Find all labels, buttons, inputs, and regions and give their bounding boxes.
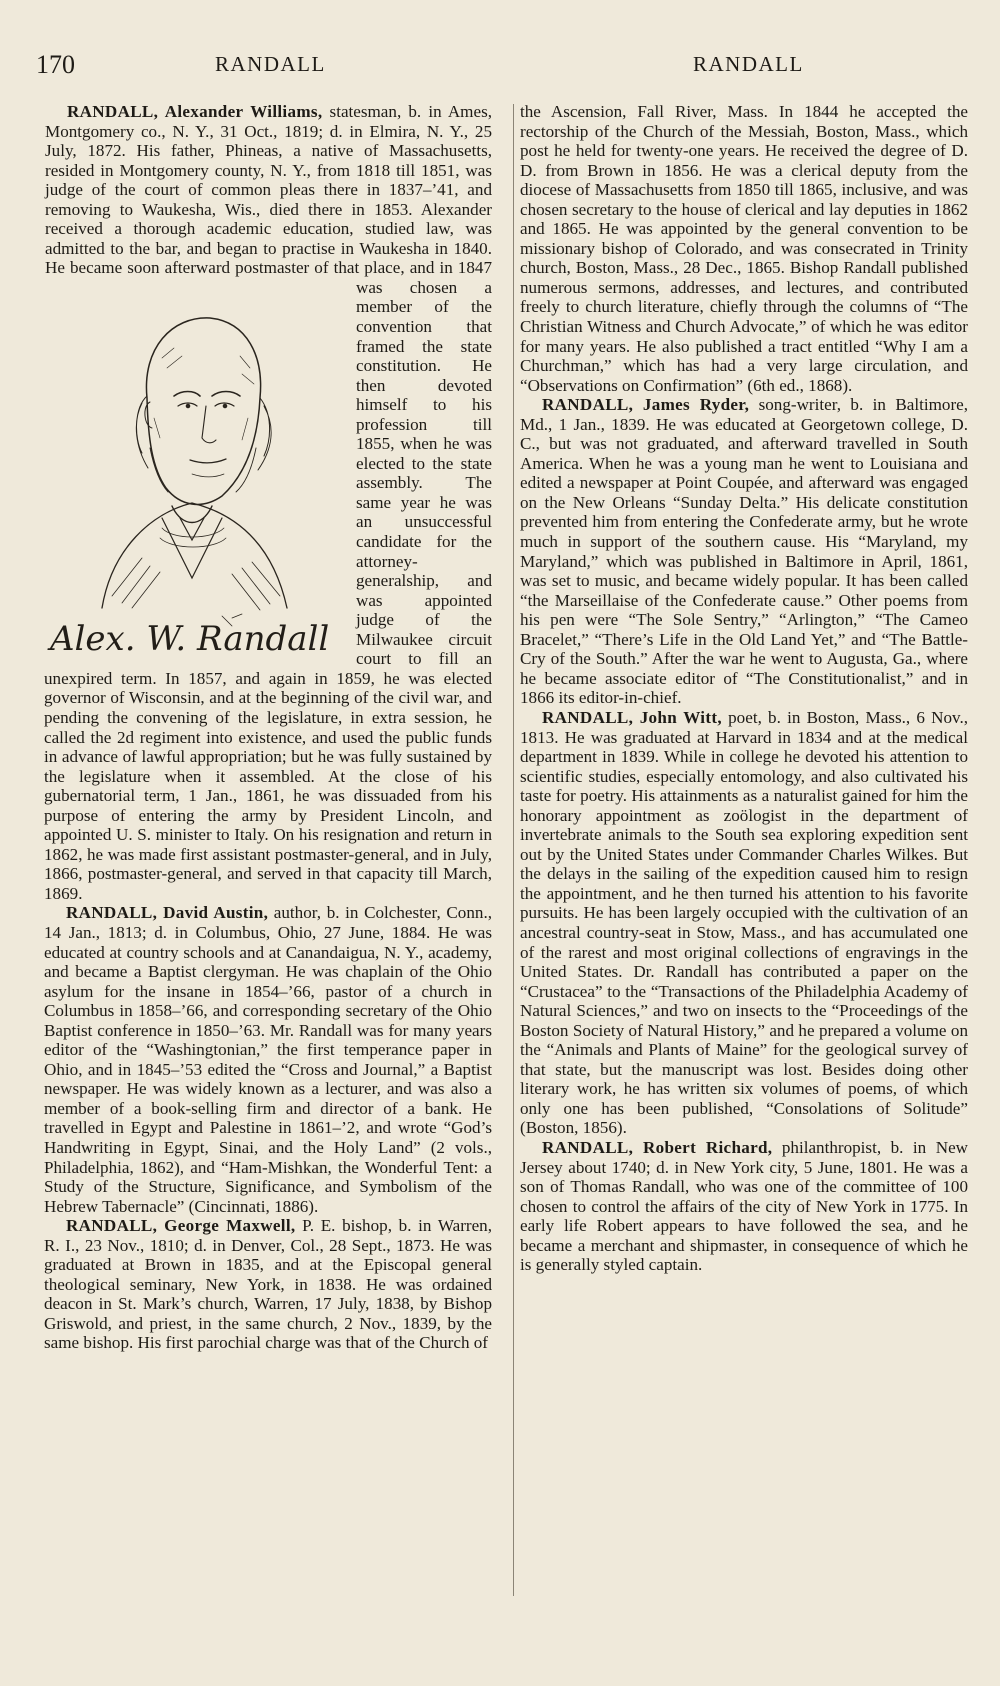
signature: Alex. W. Randall (50, 619, 330, 658)
entry-david-randall (44, 903, 492, 1216)
entry-james-randall (520, 395, 968, 708)
page-number: 170 (36, 50, 75, 79)
headword: RANDALL, David Austin, (66, 903, 269, 923)
entry-text: P. E. bishop, b. in Warren, R. I., 23 Nov., 1810; d. in Denver, Col., 28 Sept., 1873. He was graduated at Brown in 1835, and at the Episcopal general theological seminary, New York, in 1838. He was ordained deacon in St. Mark’s church, Warren, 17 July, 1838, by Bishop Griswold, and priest, in the same church, 2 Nov., 1839, by the same bishop. His first parochial charge was that of the Church of (44, 1216, 492, 1353)
entry-text: the Ascension, Fall River, Mass. In 1844 he accepted the rectorship of the Church of the Messiah, Boston, Mass., which post he held for twenty-one years. He received the degree of D. D. from Brown in 1856. He was a clerical deputy from the diocese of Massachusetts from 1850 till 1865, inclusive, and was chosen secretary to the house of clerical and lay deputies in 1862 and 1865. He was appointed by the general convention to be missionary bishop of Colorado, and was consecrated in Trinity church, Boston, Mass., 28 Dec., 1865. Bishop Randall published numerous sermons, addresses, and lectures, and contributed freely to church literature, chiefly through the columns of “The Christian Witness and Church Advocate,” of which he was editor for many years. He also published a tract entitled “Why I am a Churchman,” which has had a very large circulation, and “Observations on Confirmation” (6th ed., 1868). (520, 102, 968, 395)
entry-text: song-writer, b. in Baltimore, Md., 1 Jan., 1839. He was educated at Georgetown college, D. C., but was not graduated, and afterward travelled in South America. When he was a young man he went to Louisiana and edited a newspaper at Point Coupée, and afterward was engaged on the New Orleans “Sunday Delta.” His delicate constitution prevented him from entering the Confederate army, but he wrote much in support of the southern cause. His “Maryland, my Maryland,” which was published in Baltimore in April, 1861, was set to music, and became widely popular. It has been called “the Marseillaise of the Confederate cause.” Other poems from his pen were “The Sole Sentry,” “Arlington,” “The Cameo Bracelet,” “There’s Life in the Old Land Yet,” and “The Battle-Cry of the South.” After the war he went to Augusta, Ga., where he became associate editor of “The Constitutionalist,” and in 1866 its editor-in-chief. (520, 395, 968, 708)
entry-text: philanthropist, b. in New Jersey about 1740; d. in New York city, 5 June, 1801. He was a son of Thomas Randall, who was one of the committee of 100 chosen to control the affairs of the city of New York in 1775. In early life Robert appears to have followed the sea, and he became a merchant and shipmaster, in consequence of which he is generally styled captain. (520, 1137, 968, 1275)
portrait-figure (42, 278, 350, 658)
headword: RANDALL, George Maxwell, (66, 1216, 296, 1236)
headword: RANDALL, James Ryder, (542, 395, 750, 415)
column-divider (513, 104, 514, 1596)
entry-text: statesman, b. in Ames, Montgomery co., N. Y., 31 Oct., 1819; d. in Elmira, N. Y., 25 July, 1872. His father, Phineas, a native of Massachusetts, resided in Montgomery county, N. Y., from 1818 till 1851, was judge of the court of common pleas there in 1837–’41, and removing to Waukesha, Wis., died there in 1853. Alexander received a thorough academic education, studied law, was admitted to the bar, and began to practise in Waukesha in 1840. He became soon afterward postmaster of that place, and in 1847 was chosen a member of the convention that framed the state constitution. He then devoted himself to his profession till 1855, when he was elected to the state assembly. The same year he was an unsuccessful candidate for the attorney-generalship, and was appointed judge of the Milwaukee circuit court to fill an unexpired term. In 1857, and again in 1859, he was elected governor of Wisconsin, and at the beginning of the civil war, and pending the convening of the legislature, in extra session, he called the 2d regiment into existence, and used the public funds in advance of lawful appropriation; but he was fully sustained by the legislature when it assembled. At the close of his gubernatorial term, 1 Jan., 1861, he was dissuaded from his purpose of entering the army by President Lincoln, and appointed U. S. minister to Italy. On his resignation and return in 1862, he was made first assistant postmaster-general, and in July, 1866, postmaster-general, and served in that capacity till March, 1869. (44, 102, 492, 903)
headword: RANDALL, John Witt, (542, 707, 722, 727)
running-head-right: RANDALL (693, 52, 804, 76)
headword: RANDALL, Robert Richard, (542, 1137, 773, 1157)
entry-robert-randall (520, 1138, 968, 1275)
portrait-engraving (42, 278, 350, 658)
entry-alexander-randall (44, 102, 492, 903)
entry-text: poet, b. in Boston, Mass., 6 Nov., 1813. He was graduated at Harvard in 1834 and at the medical department in 1839. While in college he devoted his attention to scientific studies, especially entomology, and also cultivated his taste for poetry. His attainments as a naturalist gained for him the honorary appointment as zoölogist in the department of invertebrate animals to the South sea exploring expedition sent out by the United States under Commander Charles Wilkes. But the delays in the sailing of the expedition caused him to resign the appointment, and he then turned his attention to his favorite pursuits. He has been largely occupied with the cultivation of an ancestral country-seat in Stow, Mass., and has accumulated one of the rarest and most original collections of engravings in the United States. Dr. Randall has contributed a paper on the “Crustacea” to the “Transactions of the Philadelphia Academy of Natural Sciences,” and two on insects to the “Proceedings of the Boston Society of Natural History,” and he prepared a volume on the “Animals and Plants of Maine” for the geological survey of that state, but the manuscript was lost. Besides doing other literary work, he has written six volumes of poems, of which only one has been published, “Consolations of Solitude” (Boston, 1856). (520, 707, 968, 1138)
entry-text: author, b. in Colchester, Conn., 14 Jan., 1813; d. in Columbus, Ohio, 27 June, 1884. He was educated at country schools and at Canandaigua, N. Y., academy, and became a Baptist clergyman. He was chaplain of the Ohio asylum for the insane in 1854–’66, pastor of a church in Columbus in 1858–’66, and corresponding secretary of the Ohio Baptist conference in 1850–’63. Mr. Randall was for many years editor of the “Washingtonian,” the first temperance paper in Ohio, and in 1845–’53 edited the “Cross and Journal,” a Baptist newspaper. He was widely known as a lecturer, and was also a member of a book-selling firm and director of a bank. He travelled in Egypt and Palestine in 1861–’2, and wrote “God’s Handwriting in Egypt, Sinai, and the Holy Land” (2 vols., Philadelphia, 1862), and “Ham-Mishkan, the Wonderful Tent: a Study of the Structure, Significance, and Symbolism of the Hebrew Tabernacle” (Cincinnati, 1886). (44, 903, 492, 1216)
left-column (44, 102, 492, 1353)
running-head-left: RANDALL (215, 52, 326, 76)
entry-george-randall (44, 1216, 492, 1353)
headword: RANDALL, Alexander Williams, (67, 102, 323, 121)
entry-george-randall-continued (520, 102, 968, 395)
entry-john-randall (520, 708, 968, 1138)
right-column (520, 102, 968, 1275)
